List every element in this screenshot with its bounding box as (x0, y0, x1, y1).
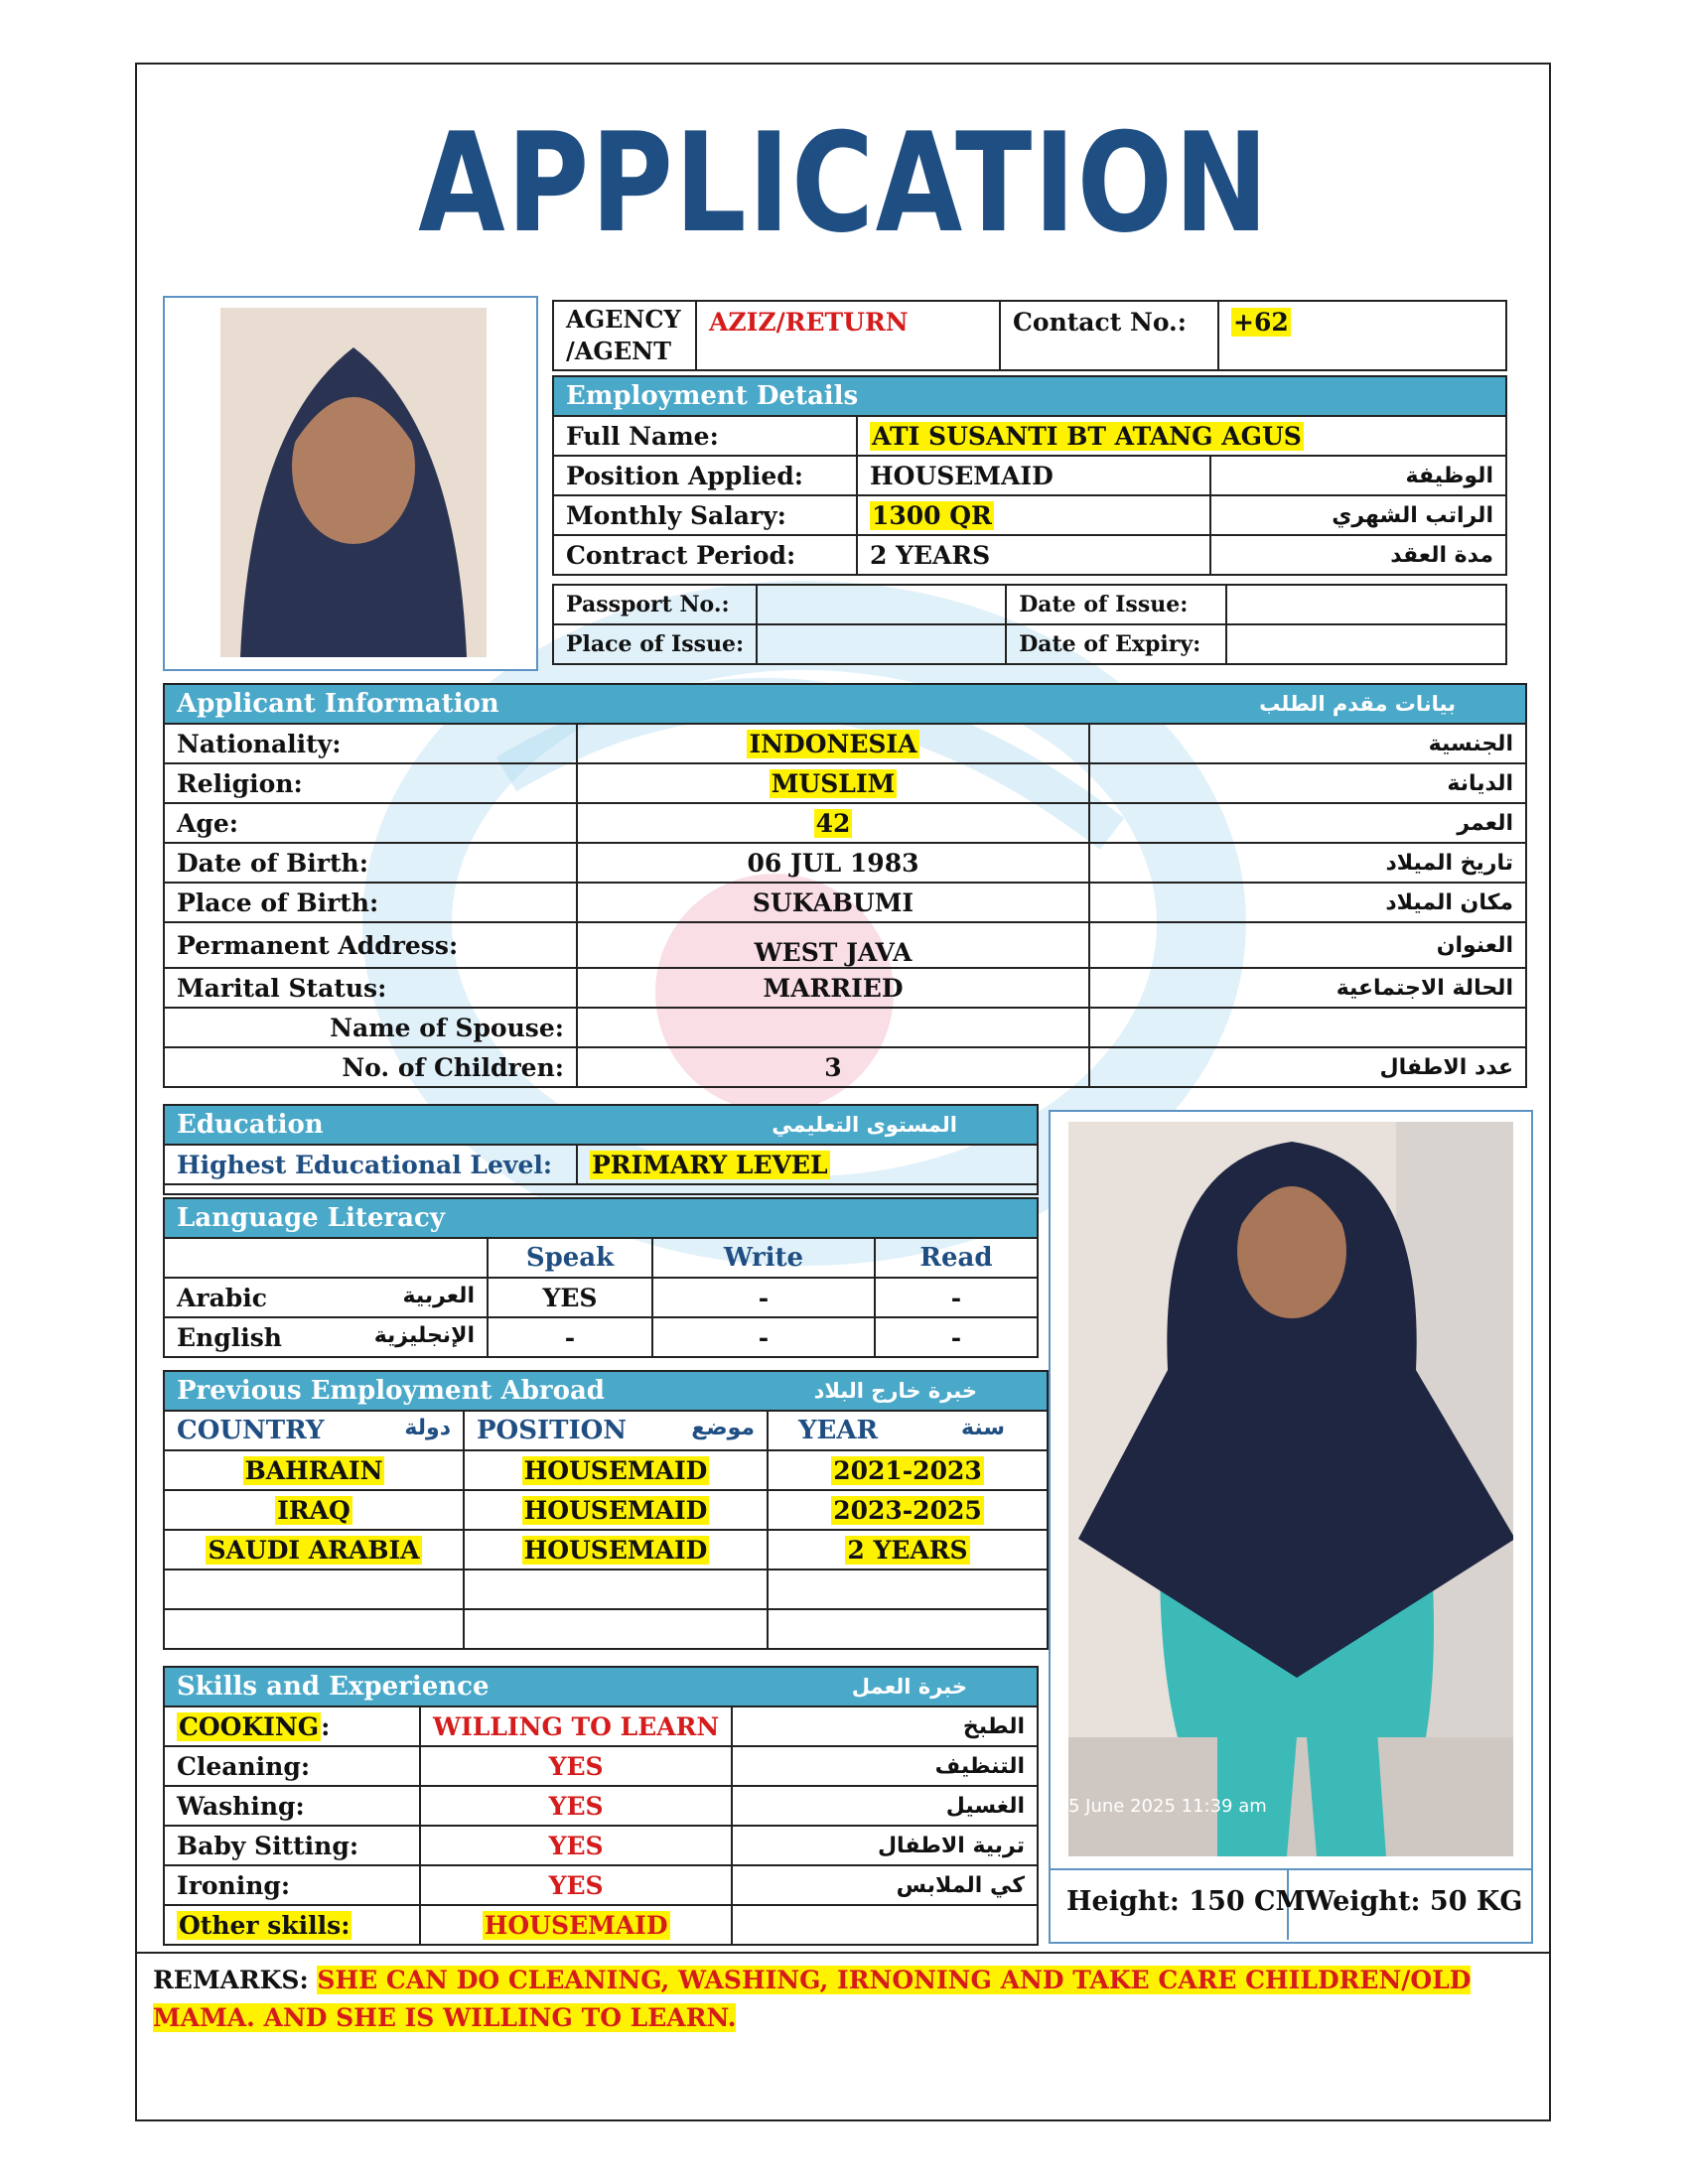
agency-value: AZIZ/RETURN (696, 301, 1000, 370)
table-row (164, 724, 1526, 763)
babysitting-label: Baby Sitting: (164, 1826, 420, 1865)
prev-position-2: HOUSEMAID (523, 1495, 708, 1525)
language-table (163, 1197, 1039, 1358)
cleaning-label: Cleaning: (164, 1746, 420, 1786)
cooking-value: WILLING TO LEARN (420, 1706, 732, 1746)
spouse-value (577, 1008, 1089, 1047)
issue-date-label: Date of Issue: (1006, 585, 1226, 624)
arabic-language-label: Arabic (177, 1283, 267, 1312)
prev-position-3: HOUSEMAID (523, 1535, 708, 1565)
ironing-arabic: كي الملابس (732, 1865, 1038, 1905)
spouse-label: Name of Spouse: (164, 1008, 577, 1047)
nationality-value: INDONESIA (749, 729, 917, 758)
read-column: Read (875, 1238, 1038, 1278)
table-row (164, 1609, 1048, 1649)
table-row: COOKING: WILLING TO LEARN الطبخ (164, 1706, 1038, 1746)
nationality-arabic: الجنسية (1089, 724, 1526, 763)
marital-label: Marital Status: (164, 968, 577, 1008)
washing-value: YES (420, 1786, 732, 1826)
table-row (164, 1826, 1038, 1865)
table-row (164, 922, 1526, 968)
skills-header: Skills and Experience (164, 1667, 732, 1706)
applicant-header: Applicant Information (164, 684, 1089, 724)
contract-arabic: مدة العقد (1210, 535, 1506, 575)
previous-header: Previous Employment Abroad (164, 1371, 768, 1411)
country-column: COUNTRY (177, 1416, 325, 1445)
education-table (163, 1104, 1039, 1195)
position-column-arabic: موضع (691, 1416, 755, 1440)
arabic-language-arabic: العربية (402, 1283, 475, 1308)
remarks-text: SHE CAN DO CLEANING, WASHING, IRNONING AND TAKE CARE CHILDREN/OLD MAMA. AND SHE IS WILLING TO LEARN. (153, 1966, 1472, 2032)
prev-country-1: BAHRAIN (244, 1455, 383, 1485)
english-write: - (652, 1317, 875, 1357)
english-language-label: English (177, 1322, 282, 1352)
children-label: No. of Children: (164, 1047, 577, 1087)
cleaning-arabic: التنظيف (732, 1746, 1038, 1786)
prev-year-2: 2023-2025 (833, 1495, 982, 1525)
position-arabic: الوظيفة (1210, 456, 1506, 495)
education-level-value: PRIMARY LEVEL (592, 1150, 828, 1179)
dob-label: Date of Birth: (164, 843, 577, 883)
table-row (164, 1278, 1038, 1317)
page-title: APPLICATION (418, 103, 1270, 263)
table-row (164, 1786, 1038, 1826)
place-of-issue-label: Place of Issue: (553, 624, 757, 664)
full-body-photo (1049, 1110, 1533, 1944)
weight-value: Weight: 50 KG (1305, 1886, 1523, 1917)
table-row (164, 763, 1526, 803)
dob-arabic: تاريخ الميلاد (1089, 843, 1526, 883)
babysitting-arabic: تربية الاطفال (732, 1826, 1038, 1865)
position-label: Position Applied: (553, 456, 857, 495)
prev-position-1: HOUSEMAID (523, 1455, 708, 1485)
religion-label: Religion: (164, 763, 577, 803)
salary-label: Monthly Salary: (553, 495, 857, 535)
table-row (164, 843, 1526, 883)
full-name-label: Full Name: (553, 416, 857, 456)
table-row (164, 883, 1526, 922)
contact-value: +62 (1233, 308, 1289, 337)
employment-header: Employment Details (553, 376, 1506, 416)
ironing-label: Ironing: (164, 1865, 420, 1905)
ironing-value: YES (420, 1865, 732, 1905)
portrait-photo (163, 296, 538, 671)
table-row (164, 1905, 1038, 1945)
full-name-value: ATI SUSANTI BT ATANG AGUS (872, 421, 1302, 451)
table-row (164, 1490, 1048, 1530)
pob-arabic: مكان الميلاد (1089, 883, 1526, 922)
employment-table (552, 375, 1507, 576)
table-row (164, 1865, 1038, 1905)
cleaning-value: YES (420, 1746, 732, 1786)
applicant-header-arabic: بيانات مقدم الطلب (1089, 684, 1526, 724)
contract-value: 2 YEARS (857, 535, 1210, 575)
table-row (164, 1008, 1526, 1047)
table-row (164, 803, 1526, 843)
contract-label: Contract Period: (553, 535, 857, 575)
language-header: Language Literacy (164, 1198, 1038, 1238)
other-skills-label: Other skills: (179, 1910, 351, 1940)
prev-year-1: 2021-2023 (833, 1455, 982, 1485)
babysitting-value: YES (420, 1826, 732, 1865)
table-row (164, 1450, 1048, 1490)
previous-header-arabic: خبرة خارج البلاد (768, 1371, 1048, 1411)
applicant-table (163, 683, 1527, 1088)
other-skills-value: HOUSEMAID (484, 1910, 668, 1940)
arabic-read: - (875, 1278, 1038, 1317)
cooking-label: COOKING (179, 1711, 320, 1741)
height-value: Height: 150 CM (1066, 1886, 1306, 1917)
table-row (164, 968, 1526, 1008)
age-label: Age: (164, 803, 577, 843)
skills-table (163, 1666, 1039, 1946)
spouse-arabic (1089, 1008, 1526, 1047)
agency-label: AGENCY /AGENT (553, 301, 696, 370)
children-value: 3 (577, 1047, 1089, 1087)
position-column: POSITION (477, 1416, 628, 1445)
salary-arabic: الراتب الشهري (1210, 495, 1506, 535)
table-row (164, 1746, 1038, 1786)
previous-employment-table (163, 1370, 1049, 1650)
english-language-arabic: الإنجليزية (373, 1322, 475, 1348)
table-row (164, 1530, 1048, 1570)
english-speak: - (488, 1317, 652, 1357)
marital-value: MARRIED (577, 968, 1089, 1008)
other-skills-arabic (732, 1905, 1038, 1945)
country-column-arabic: دولة (404, 1416, 451, 1440)
prev-country-3: SAUDI ARABIA (208, 1535, 420, 1565)
prev-year-3: 2 YEARS (847, 1535, 968, 1565)
education-level-label: Highest Educational Level: (164, 1145, 577, 1184)
pob-label: Place of Birth: (164, 883, 577, 922)
address-value: WEST JAVA (577, 922, 1089, 968)
agency-table (552, 300, 1507, 371)
skills-header-arabic: خبرة العمل (732, 1667, 1038, 1706)
contact-label: Contact No.: (1000, 301, 1218, 370)
passport-table (552, 584, 1507, 665)
position-value: HOUSEMAID (857, 456, 1210, 495)
pob-value: SUKABUMI (577, 883, 1089, 922)
religion-value: MUSLIM (771, 768, 896, 798)
nationality-label: Nationality: (164, 724, 577, 763)
remarks (135, 1952, 1551, 2045)
table-row (164, 1570, 1048, 1609)
year-column: YEAR (798, 1416, 879, 1445)
children-arabic: عدد الاطفال (1089, 1047, 1526, 1087)
address-arabic: العنوان (1089, 922, 1526, 968)
washing-label: Washing: (164, 1786, 420, 1826)
religion-arabic: الديانة (1089, 763, 1526, 803)
age-value: 42 (815, 808, 851, 838)
arabic-write: - (652, 1278, 875, 1317)
english-read: - (875, 1317, 1038, 1357)
salary-value: 1300 QR (872, 500, 992, 530)
cooking-arabic: الطبخ (732, 1706, 1038, 1746)
speak-column: Speak (488, 1238, 652, 1278)
remarks-label: REMARKS: (153, 1966, 309, 1994)
marital-arabic: الحالة الاجتماعية (1089, 968, 1526, 1008)
age-arabic: العمر (1089, 803, 1526, 843)
education-header-arabic: المستوى التعليمي (577, 1105, 1038, 1145)
photo-timestamp: 5 June 2025 11:39 am (1068, 1796, 1267, 1817)
year-column-arabic: سنة (961, 1416, 1005, 1440)
table-row (164, 1317, 1038, 1357)
prev-country-2: IRAQ (277, 1495, 351, 1525)
write-column: Write (652, 1238, 875, 1278)
expiry-date-label: Date of Expiry: (1006, 624, 1226, 664)
washing-arabic: الغسيل (732, 1786, 1038, 1826)
dob-value: 06 JUL 1983 (577, 843, 1089, 883)
passport-no-label: Passport No.: (553, 585, 757, 624)
education-header: Education (164, 1105, 577, 1145)
address-label: Permanent Address: (164, 922, 577, 968)
table-row (164, 1047, 1526, 1087)
arabic-speak: YES (488, 1278, 652, 1317)
